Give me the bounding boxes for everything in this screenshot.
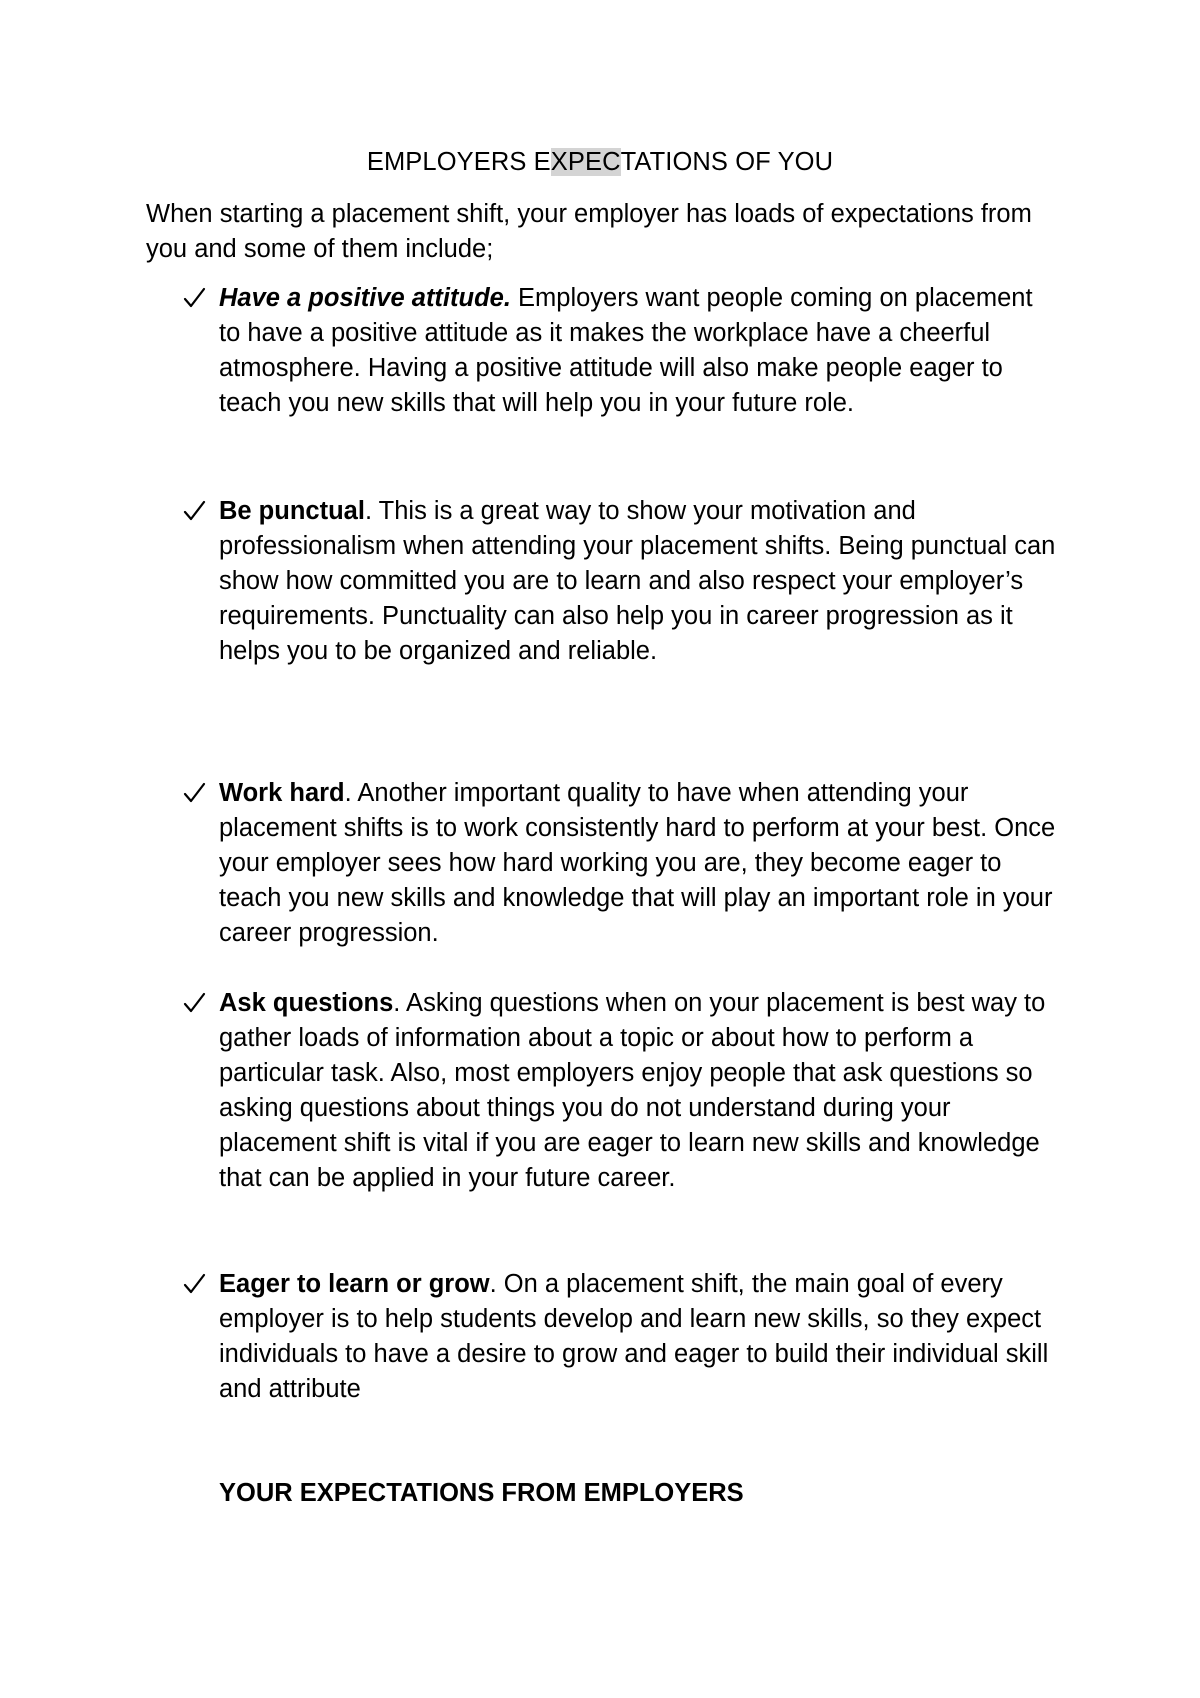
check-mark-icon (182, 1267, 210, 1302)
list-item-text (219, 281, 1059, 421)
list-item-body: . Another important quality to have when attending your placement shifts is to work consistently hard to perform at your best. Once your employer sees how hard working you are, they become eager to teach you new skills and knowledge that will play an important role in your career progression. (219, 779, 1056, 947)
list-item-text (219, 494, 1059, 669)
title-part-end: TATIONS OF YOU (620, 148, 834, 176)
list-item-text (219, 1267, 1059, 1407)
list-item-body: Employers want people coming on placement to have a positive attitude as it makes the workplace have a cheerful atmosphere. Having a positive attitude will also make people eager to teach you new skills that will help you in your future role. (219, 284, 1033, 417)
list-item-lead: Have a positive attitude. (219, 284, 511, 312)
list-item-lead: Work hard (219, 779, 345, 807)
check-mark-icon (182, 776, 210, 811)
check-mark-icon (182, 494, 210, 529)
list-item-text (219, 776, 1059, 951)
list-item-body: . On a placement shift, the main goal of every employer is to help students develop and learn new skills, so they expect individuals to have a desire to grow and eager to build their individual skill and attribute (219, 1270, 1049, 1403)
list-item-lead: Eager to learn or grow (219, 1270, 490, 1298)
list-item-lead: Ask questions (219, 989, 394, 1017)
check-mark-icon (182, 281, 210, 316)
list-item-lead: Be punctual (219, 497, 365, 525)
intro-paragraph: When starting a placement shift, your employer has loads of expectations from you and some of them include; (146, 200, 1032, 263)
check-mark-icon (182, 986, 210, 1021)
title-highlighted-part: XPEC (550, 148, 621, 176)
list-item-body: . This is a great way to show your motivation and professionalism when attending your placement shifts. Being punctual can show how committed you are to learn and also respect your employer’s requirements. Punctuality can also help you in career progression as it helps you to be organized and reliable. (219, 497, 1056, 665)
section-heading: YOUR EXPECTATIONS FROM EMPLOYERS (219, 1479, 744, 1507)
list-item-text (219, 986, 1059, 1196)
list-item-body: . Asking questions when on your placement is best way to gather loads of information about a topic or about how to perform a particular task. Also, most employers enjoy people that ask questions so asking questions about things you do not understand during your placement shift is vital if you are eager to learn new skills and knowledge that can be applied in your future career. (219, 989, 1046, 1192)
title-part-start: EMPLOYERS E (366, 148, 551, 176)
